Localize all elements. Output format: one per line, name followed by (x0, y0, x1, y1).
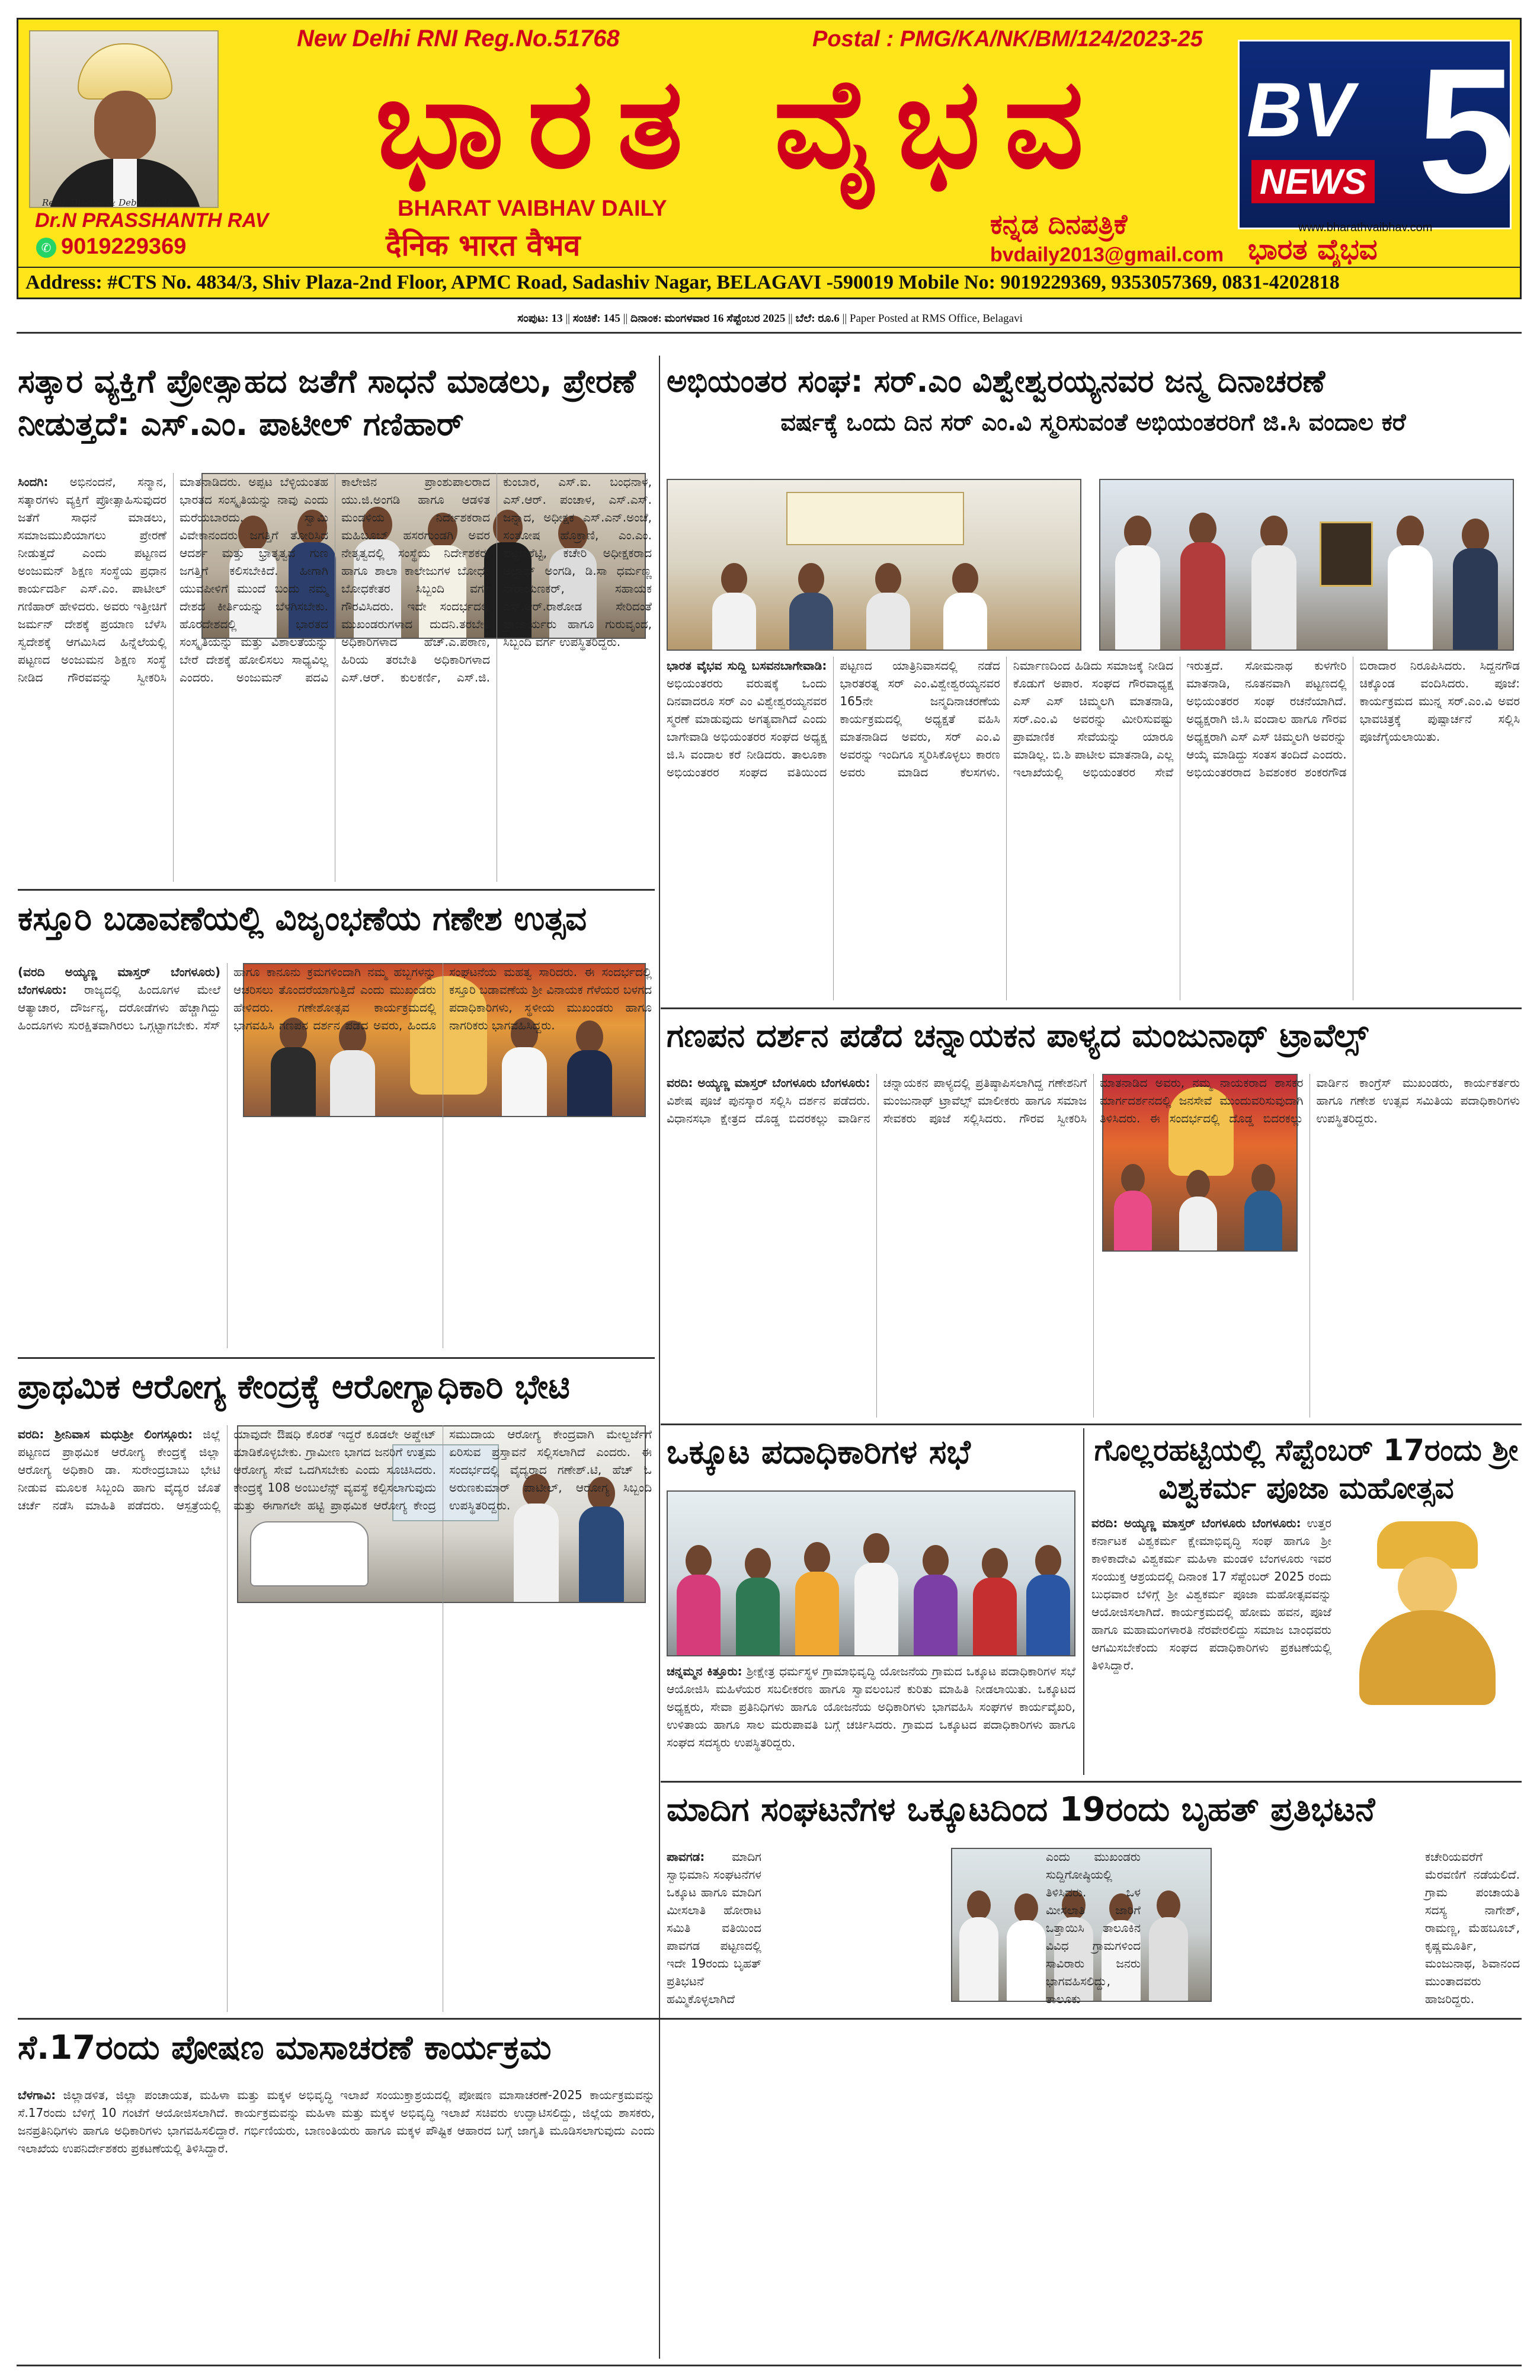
article-dateline: ಭಾರತ ವೈಭವ ಸುದ್ದಿ ಬಸವನಬಾಗೇವಾಡಿ: (667, 658, 827, 673)
article-text: ಉತ್ತರ ಕರ್ನಾಟಕ ವಿಶ್ವಕರ್ಮ ಕ್ಷೇಮಾಭಿವೃದ್ಧಿ ಸಂಘ ಹಾಗೂ ಶ್ರೀ ಕಾಳಿಕಾದೇವಿ ವಿಶ್ವಕರ್ಮ ಮಹಿಳಾ ಮಂಡಳಿ ಬೆಂಗಳೂರು ಇವರ ಸಂಯುಕ್ತ ಆಶ್ರಯದಲ್ಲಿ ದಿನಾಂಕ 17 ಸೆಪ್ಟೆಂಬರ್ 2025 ರಂದು ಬುಧವಾರ ಬೆಳಿಗ್ಗೆ ಶ್ರೀ ವಿಶ್ವಕರ್ಮ ಪೂಜಾ ಮಹೋತ್ಸವವನ್ನು ಆಯೋಜಿಸಲಾಗಿದೆ. ಕಾರ್ಯಕ್ರಮದಲ್ಲಿ ಹೋಮ ಹವನ, ಪೂಜೆ ಹಾಗೂ ಮಹಾಮಂಗಳಾರತಿ ನೆರವೇರಲಿದ್ದು ಸಮಾಜ ಬಾಂಧವರು ಆಗಮಿಸಬೇಕೆಂದು ಸಂಘದ ಪದಾಧಿಕಾರಿಗಳು ಪ್ರಕಟಣೆಯಲ್ಲಿ ತಿಳಿಸಿದ್ದಾರೆ. (1091, 1516, 1331, 1672)
issue-line: ಸಂಪುಟ: 13 || ಸಂಚಿಕೆ: 145 || ದಿನಾಂಕ: ಮಂಗಳವಾರ 16 ಸೆಪ್ಟೆಂಬರ 2025 || ಬೆಲೆ: ರೂ.6 || Paper Posted at RMS Office, Belagavi (517, 312, 1023, 325)
article-body (18, 2086, 655, 2359)
logo-news-text: NEWS (1251, 160, 1375, 203)
article-dateline: ವರದಿ: ಅಯ್ಯಣ್ಣ ಮಾಸ್ತರ್ ಬೆಂಗಳೂರು ಬೆಂಗಳೂರು: (1091, 1516, 1301, 1530)
article-health-center (18, 1366, 652, 2012)
article-engineers-day (667, 360, 1520, 1000)
article-body (667, 1848, 1520, 2011)
divider (661, 1007, 1522, 1009)
divider (661, 1781, 1522, 1783)
newspaper-title-english: BHARAT VAIBHAV DAILY (398, 196, 667, 221)
article-vishwakarma-puja (1091, 1431, 1521, 1775)
article-headline: ಪ್ರಾಥಮಿಕ ಆರೋಗ್ಯ ಕೇಂದ್ರಕ್ಕೆ ಆರೋಗ್ಯಾಧಿಕಾರಿ ಭೇಟಿ (18, 1368, 570, 1406)
article-headline: ಅಭಿಯಂತರ ಸಂಘ: ಸರ್.ಎಂ ವಿಶ್ವೇಶ್ವರಯ್ಯನವರ ಜನ್ಮ ದಿನಾಚರಣೆ (667, 364, 1326, 399)
divider (661, 1423, 1522, 1425)
article-headline: ಮಾದಿಗ ಸಂಘಟನೆಗಳ ಒಕ್ಕೂಟದಿಂದ 19ರಂದು ಬೃಹತ್ ಪ್ರತಿಭಟನೆ (667, 1790, 1375, 1829)
divider (1083, 1428, 1084, 1775)
divider (17, 2365, 1522, 2366)
article-body (667, 657, 1520, 1000)
divider (18, 889, 655, 891)
issue-number: ಸಂಚಿಕೆ: 145 (572, 312, 620, 325)
rni-number: New Delhi RNI Reg.No.51768 (297, 25, 620, 52)
postal-number: Postal : PMG/KA/NK/BM/124/2023-25 (812, 27, 1203, 52)
article-headline: ಸತ್ಕಾರ ವ್ಯಕ್ತಿಗೆ ಪ್ರೋತ್ಸಾಹದ ಜತೆಗೆ ಸಾಧನೆ ಮಾಡಲು, ಪ್ರೇರಣೆ ನೀಡುತ್ತದೆ: ಎಸ್.ಎಂ. ಪಾಟೀಲ್ ಗಣಿಹಾರ್ (18, 363, 636, 443)
contact-email: bvdaily2013@gmail.com (990, 244, 1224, 266)
article-dateline: ಬೆಳಗಾವಿ: (18, 2088, 56, 2102)
logo-bv-text: BV (1247, 66, 1354, 153)
owner-portrait (29, 30, 219, 208)
newspaper-title-hindi: दैनिक भारत वैभव (386, 228, 581, 263)
website-url: www.bharathvaibhav.com (1298, 221, 1433, 234)
article-text: ಅಭಿನಂದನೆ, ಸನ್ಮಾನ, ಸತ್ಕಾರಗಳು ವ್ಯಕ್ತಿಗೆ ಪ್ರೋತ್ಸಾಹಿಸುವುದರ ಜತೆಗೆ ಸಾಧನೆ ಮಾಡಲು, ಸಮಾಜಮುಖಿಯಾಗಲು ಪ್ರೇರಣೆ ನೀಡುತ್ತದೆ ಎಂದು ಪಟ್ಟಣದ ಅಂಜುಮನ್ ಶಿಕ್ಷಣ ಸಂಸ್ಥೆಯ ಪ್ರಧಾನ ಕಾರ್ಯದರ್ಶಿ ಎಸ್.ಎಂ. ಪಾಟೀಲ್ ಗಣಿಹಾರ್ ಹೇಳಿದರು. ಅವರು ಇತ್ತೀಚಿಗೆ ಜರ್ಮನ್ ದೇಶಕ್ಕೆ ಪ್ರಯಾಣ ಬೆಳೆಸಿ ಸ್ವದೇಶಕ್ಕೆ ಆಗಮಿಸಿದ ಹಿನ್ನೆಲೆಯಲ್ಲಿ ಪಟ್ಟಣದ ಅಂಜುಮನ ಶಿಕ್ಷಣ ಸಂಸ್ಥೆ ನೀಡಿದ ಗೌರವವನ್ನು ಸ್ವೀಕರಿಸಿ ಮಾತನಾಡಿದರು. ಅಪ್ಪಟ ಬೆಳ್ಳಿಯಂತಹ ಭಾರತದ ಸಂಸ್ಕೃತಿಯನ್ನು ನಾವು ಎಂದು ಮರೆಯಬಾರದು. ಸ್ವಾಮಿ ವಿವೇಕಾನಂದರು ಜಗತ್ತಿಗೆ ತೋರಿಸಿದ ಆದರ್ಶ ಮತ್ತು ಭ್ರಾತೃತ್ವದ ಗುಣ ಜಗತ್ತಿಗೆ ಕಲಿಸಬೇಕಿದೆ. ಹೀಗಾಗಿ ಯುವಪೀಳಿಗೆ ಮುಂದೆ ಬಂದು ನಮ್ಮ ದೇಶದ ಕೀರ್ತಿಯನ್ನು ಬೆಳಗಿಸಬೇಕು. ಹೊರದೇಶದಲ್ಲಿ ಭಾರತದ ಸಂಸ್ಕೃತಿಯನ್ನು ಮತ್ತು ವಿಶಾಲತೆಯನ್ನು ಬೇರೆ ದೇಶಕ್ಕೆ ಹೋಲಿಸಲು ಸಾಧ್ಯವಿಲ್ಲ ಎಂದರು. ಅಂಜುಮನ್ ಪದವಿ ಕಾಲೇಜಿನ ಪ್ರಾಂಶುಪಾಲರಾದ ಯು.ಜಿ.ಅಂಗಡಿ ಹಾಗೂ ಆಡಳಿತ ಮಂಡಳಿಯ ನಿರ್ದೇಶಕರಾದ ಮಹಿಬೂಬ್ ಹಸರಗುಂಡಗಿ ಅವರ ನೇತೃತ್ವದಲ್ಲಿ ಸಂಸ್ಥೆಯ ನಿರ್ದೇಶಕರು ಹಾಗೂ ಶಾಲಾ ಕಾಲೇಜುಗಳ ಬೋಧಕ ಬೋಧಕೇತರ ಸಿಬ್ಬಂದಿ ವರ್ಗ ಗೌರವಿಸಿದರು. ಇದೇ ಸಂದರ್ಭದಲ್ಲಿ ಮುಖಂಡರುಗಳಾದ ದುದನಿ.ತರಬೇತಿ ಅಧಿಕಾರಿಗಳಾದ ಹೆಚ್.ಎ.ಪಠಾಣ, ಹಿರಿಯ ತರಬೇತಿ ಅಧಿಕಾರಿಗಳಾದ ಎಸ್.ಆರ್. ಕುಲಕರ್ಣಿ, ಎಸ್.ಜಿ. ಕುಂಬಾರ, ಎಸ್.ಐ. ಬಂಧನಾಳ, ಎಸ್.ಆರ್. ಪಂಚಾಳ, ಎಸ್.ಎಸ್. ಜನ್ನಾದ, ಅಧೀಕ್ಷಕ ಎಸ್.ಎನ್.ಅಂಚೆ, ಸಂತೋಷ ಹೊಕ್ರಾಣಿ, ಎಂ.ಎಂ. ಪಟ್ಟಣಶೆಟ್ಟಿ, ಕಚೇರಿ ಅಧೀಕ್ಷಕರಾದ ಅಲ್ತಾಫ್ ಅಂಗಡಿ, ಡಿ.ಸಾ ಧರ್ಮಣ್ಣ ನಾರಾಯಣಕರ್, ಸಹಾಯಕ ಎಸ್.ಆರ್.ರಾಠೋಡ ಸೇರಿದಂತೆ ಪ್ರಾಚಾರ್ಯರು ಹಾಗೂ ಗುರುವೃಂದ, ಸಿಬ್ಬಂದಿ ವರ್ಗ ಉಪಸ್ಥಿತರಿದ್ದರು. (18, 475, 652, 684)
article-body (667, 1074, 1520, 1418)
article-gunihar (18, 360, 652, 882)
portrait-caption: Read, Discuss & Debate with (42, 197, 174, 208)
article-text: ಶ್ರೀಕ್ಷೇತ್ರ ಧರ್ಮಸ್ಥಳ ಗ್ರಾಮಾಭಿವೃದ್ಧಿ ಯೋಜನೆಯ ಗ್ರಾಮದ ಒಕ್ಕೂಟ ಪದಾಧಿಕಾರಿಗಳ ಸಭೆ ಆಯೋಜಿಸಿ ಮಹಿಳೆಯರ ಸಬಲೀಕರಣ ಹಾಗೂ ಸ್ವಾವಲಂಬನೆ ಕುರಿತು ಮಾಹಿತಿ ನೀಡಲಾಯಿತು. ಒಕ್ಕೂಟದ ಅಧ್ಯಕ್ಷರು, ಸೇವಾ ಪ್ರತಿನಿಧಿಗಳು ಹಾಗೂ ಯೋಜನೆಯ ಅಧಿಕಾರಿಗಳು ಭಾಗವಹಿಸಿ ಸಂಘಗಳ ಕಾರ್ಯವೈಖರಿ, ಉಳಿತಾಯ ಹಾಗೂ ಸಾಲ ಮರುಪಾವತಿ ಬಗ್ಗೆ ಚರ್ಚಿಸಿದರು. ಗ್ರಾಮದ ಒಕ್ಕೂಟದ ಪದಾಧಿಕಾರಿಗಳು ಹಾಗೂ ಸಂಘದ ಸದಸ್ಯರು ಉಪಸ್ಥಿತರಿದ್ದರು. (667, 1664, 1075, 1749)
article-headline: ಒಕ್ಕೂಟ ಪದಾಧಿಕಾರಿಗಳ ಸಭೆ (667, 1433, 971, 1471)
article-dateline: ಸಿಂದಗಿ: (18, 475, 49, 489)
issue-date: ದಿನಾಂಕ: ಮಂಗಳವಾರ 16 ಸೆಪ್ಟೆಂಬರ 2025 (630, 312, 786, 325)
logo-kannada-text: ಭಾರತ ವೈಭವ (1248, 233, 1378, 266)
article-headline: ಗೊಲ್ಲರಹಟ್ಟಿಯಲ್ಲಿ ಸೆಪ್ಟೆಂಬರ್ 17ರಂದು ಶ್ರೀ ವಿಶ್ವಕರ್ಮ ಪೂಜಾ ಮಹೋತ್ಸವ (1094, 1433, 1519, 1505)
face-shape (94, 91, 156, 162)
article-madiga-protest (667, 1789, 1520, 2011)
article-headline: ಸೆ.17ರಂದು ಪೋಷಣ ಮಾಸಾಚರಣೆ ಕಾರ್ಯಕ್ರಮ (18, 2029, 552, 2067)
whatsapp-icon: ✆ (36, 238, 56, 258)
article-text: ಜಿಲ್ಲೆ ಪಟ್ಟಣದ ಪ್ರಾಥಮಿಕ ಆರೋಗ್ಯ ಕೇಂದ್ರಕ್ಕೆ ಜಿಲ್ಲಾ ಆರೋಗ್ಯ ಅಧಿಕಾರಿ ಡಾ. ಸುರೇಂದ್ರಬಾಬು ಭೇಟಿ ನೀಡುವ ಮೂಲಕ ಸಿಬ್ಬಂದಿ ಹಾಗು ವೈದ್ಯರ ಜೊತೆ ಚರ್ಚೆ ನಡೆಸಿ ಮಾಹಿತಿ ಪಡೆದರು. ಆಸ್ಪತ್ರೆಯಲ್ಲಿ ಯಾವುದೇ ಔಷಧಿ ಕೊರತೆ ಇದ್ದರೆ ಕೂಡಲೇ ಅಪ್ಡೇಟ್ ಮಾಡಿಕೊಳ್ಳಬೇಕು. ಗ್ರಾಮೀಣ ಭಾಗದ ಜನರಿಗೆ ಉತ್ತಮ ಆರೋಗ್ಯ ಸೇವೆ ಒದಗಿಸಬೇಕು ಎಂದು ಸೂಚಿಸಿದರು. ಕೇಂದ್ರಕ್ಕೆ 108 ಅಂಬುಲೆನ್ಸ್ ವ್ಯವಸ್ಥೆ ಕಲ್ಪಿಸಲಾಗುವುದು ಮತ್ತು ಈಗಾಗಲೇ ಹಟ್ಟಿ ಪ್ರಾಥಮಿಕ ಆರೋಗ್ಯ ಕೇಂದ್ರ ಸಮುದಾಯ ಆರೋಗ್ಯ ಕೇಂದ್ರವಾಗಿ ಮೇಲ್ದರ್ಜೆಗೆ ಏರಿಸುವ ಪ್ರಸ್ತಾವನೆ ಸಲ್ಲಿಸಲಾಗಿದೆ ಎಂದರು. ಈ ಸಂದರ್ಭದಲ್ಲಿ ವೈದ್ಯರಾದ ಗಣೇಶ್.ಟಿ, ಹೆಚ್ ಓ ಅರುಣಕುಮಾರ್ ಪಾಟೀಲ್, ಆರೋಗ್ಯ ಸಿಬ್ಬಂದಿ ಉಪಸ್ಥಿತರಿದ್ದರು. (18, 1427, 652, 1512)
article-body (667, 1662, 1075, 1775)
owner-name: Dr.N PRASSHANTH RAV (35, 209, 269, 232)
article-text: ರಾಜ್ಯದಲ್ಲಿ ಹಿಂದೂಗಳ ಮೇಲೆ ಆತ್ಯಾಚಾರ, ದೌರ್ಜನ್ಯ, ದರೋಡೆಗಳು ಹೆಚ್ಚಾಗಿದ್ದು ಹಿಂದೂಗಳು ಸುರಕ್ಷಿತವಾಗಿರಲು ಒಗ್ಗಟ್ಟಾಗಬೇಕು. ಸೆಸ್ ಹಾಗೂ ಕಾನೂನು ಕ್ರಮಗಳಿಂದಾಗಿ ನಮ್ಮ ಹಬ್ಬಗಳನ್ನು ಆಚರಿಸಲು ತೊಂದರೆಯಾಗುತ್ತಿದೆ ಎಂದು ಮುಖಂಡರು ಹೇಳಿದರು. ಗಣೇಶೋತ್ಸವ ಕಾರ್ಯಕ್ರಮದಲ್ಲಿ ಭಾಗವಹಿಸಿ ಗಣಪನ ದರ್ಶನ ಪಡೆದ ಅವರು, ಹಿಂದೂ ಸಂಘಟನೆಯ ಮಹತ್ವ ಸಾರಿದರು. ಈ ಸಂದರ್ಭದಲ್ಲಿ ಕಸ್ತೂರಿ ಬಡಾವಣೆಯ ಶ್ರೀ ವಿನಾಯಕ ಗೆಳೆಯರ ಬಳಗದ ಪದಾಧಿಕಾರಿಗಳು, ಸ್ಥಳೀಯ ಮುಖಂಡರು ಹಾಗೂ ನಾಗರಿಕರು ಭಾಗವಹಿಸಿದ್ದರು. (18, 965, 652, 1032)
divider (18, 2018, 1522, 2020)
tagline-kannada: ಕನ್ನಡ ದಿನಪತ್ರಿಕೆ (990, 208, 1128, 240)
logo-five-text: 5 (1417, 31, 1516, 230)
article-photo (667, 1490, 1075, 1656)
article-dateline: (ವರದಿ ಅಯ್ಯಣ್ಣ ಮಾಸ್ತರ್ ಬೆಂಗಳೂರು) ಬೆಂಗಳೂರು: (18, 965, 220, 997)
article-poshan-maasa (18, 2027, 655, 2359)
owner-phone: 9019229369 (61, 234, 187, 259)
article-dateline: ವರದಿ: ಶ್ರೀನಿವಾಸ ಮಧುಶ್ರೀ ಲಿಂಗಸ್ಗೂರು: (18, 1427, 193, 1441)
article-text: ವಿಶೇಷ ಪೂಜೆ ಪುನಸ್ಕಾರ ಸಲ್ಲಿಸಿ ದರ್ಶನ ಪಡೆದರು. ವಿಧಾನಸಭಾ ಕ್ಷೇತ್ರದ ದೊಡ್ಡ ಬಿದರಕಲ್ಲು ವಾರ್ಡಿನ ಚನ್ನಾಯಕನ ಪಾಳ್ಯದಲ್ಲಿ ಪ್ರತಿಷ್ಠಾಪಿಸಲಾಗಿದ್ದ ಗಣೇಶನಿಗೆ ಮಂಜುನಾಥ್ ಟ್ರಾವೆಲ್ಸ್ ಮಾಲೀಕರು ಹಾಗೂ ಸಮಾಜ ಸೇವಕರು ಪೂಜೆ ಸಲ್ಲಿಸಿದರು. ಗೌರವ ಸ್ವೀಕರಿಸಿ ಮಾತನಾಡಿದ ಅವರು, ನಮ್ಮ ನಾಯಕರಾದ ಶಾಸಕರ ಮಾರ್ಗದರ್ಶನದಲ್ಲಿ ಜನಸೇವೆ ಮುಂದುವರಿಸುವುದಾಗಿ ತಿಳಿಸಿದರು. ಈ ಸಂದರ್ಭದಲ್ಲಿ ದೊಡ್ಡ ಬಿದರಕಲ್ಲು ವಾರ್ಡಿನ ಕಾಂಗ್ರೆಸ್ ಮುಖಂಡರು, ಕಾರ್ಯಕರ್ತರು ಹಾಗೂ ಗಣೇಶ ಉತ್ಸವ ಸಮಿತಿಯ ಪದಾಧಿಕಾರಿಗಳು ಉಪಸ್ಥಿತರಿದ್ದರು. (667, 1076, 1520, 1125)
article-body (18, 963, 652, 1348)
article-photo (1099, 479, 1514, 651)
article-dateline: ಪಾವಗಡ: (667, 1850, 705, 1864)
divider (18, 1357, 655, 1359)
masthead (17, 18, 1522, 299)
article-text: ಮಾದಿಗ ಸ್ವಾಭಿಮಾನಿ ಸಂಘಟನೆಗಳ ಒಕ್ಕೂಟ ಹಾಗೂ ಮಾದಿಗ ಮೀಸಲಾತಿ ಹೋರಾಟ ಸಮಿತಿ ವತಿಯಿಂದ ಪಾವಗಡ ಪಟ್ಟಣದಲ್ಲಿ ಇದೇ 19ರಂದು ಬೃಹತ್ ಪ್ರತಿಭಟನೆ ಹಮ್ಮಿಕೊಳ್ಳಲಾಗಿದೆ ಎಂದು ಮುಖಂಡರು ಸುದ್ದಿಗೋಷ್ಠಿಯಲ್ಲಿ ತಿಳಿಸಿದರು. ಒಳ ಮೀಸಲಾತಿ ಜಾರಿಗೆ ಒತ್ತಾಯಿಸಿ ತಾಲೂಕಿನ ವಿವಿಧ ಗ್ರಾಮಗಳಿಂದ ಸಾವಿರಾರು ಜನರು ಭಾಗವಹಿಸಲಿದ್ದು, ತಾಲೂಕು ಕಚೇರಿಯವರೆಗೆ ಮೆರವಣಿಗೆ ನಡೆಯಲಿದೆ. ಗ್ರಾಮ ಪಂಚಾಯತಿ ಸದಸ್ಯ ನಾಗೇಶ್, ರಾಮಣ್ಣ, ಮೆಹಬೂಬ್, ಕೃಷ್ಣಮೂರ್ತಿ, ಮಂಜುನಾಥ, ಶಿವಾನಂದ ಮುಂತಾದವರು ಹಾಜರಿದ್ದರು. (667, 1850, 1520, 2006)
article-dateline: ಚನ್ನಮ್ಮನ ಕಿತ್ತೂರು: (667, 1664, 742, 1678)
issue-posted: Paper Posted at RMS Office, Belagavi (849, 312, 1023, 325)
article-subheadline: ವರ್ಷಕ್ಕೆ ಒಂದು ದಿನ ಸರ್ ಎಂ.ವಿ ಸ್ಮರಿಸುವಂತೆ ಅಭಿಯಂತರರಿಗೆ ಜಿ.ಸಿ ವಂದಾಲ ಕರೆ (780, 409, 1406, 436)
newspaper-title-kannada: ಭಾರತ ವೈಭವ (374, 50, 1108, 196)
article-headline: ಗಣಪನ ದರ್ಶನ ಪಡೆದ ಚನ್ನಾಯಕನ ಪಾಳ್ಯದ ಮಂಜುನಾಥ್ ಟ್ರಾವೆಲ್ಸ್ (667, 1017, 1368, 1054)
article-manjunath-travels (667, 1015, 1520, 1418)
article-headline: ಕಸ್ತೂರಿ ಬಡಾವಣೆಯಲ್ಲಿ ವಿಜೃಂಭಣೆಯ ಗಣೇಶ ಉತ್ಸವ (18, 900, 587, 938)
article-body (18, 473, 652, 882)
article-kasturi-ganesha (18, 898, 652, 1351)
article-text: ಅಭಿಯಂತರರು ವರುಷಕ್ಕೆ ಒಂದು ದಿನವಾದರೂ ಸರ್ ಎಂ ವಿಶ್ವೇಶ್ವರಯ್ಯನವರ ಸ್ಮರಣೆ ಮಾಡುವುದು ಅಗತ್ಯವಾಗಿದೆ ಎಂದು ಬಾಗೇವಾಡಿ ಅಭಿಯಂತರರ ಸಂಘದ ಅಧ್ಯಕ್ಷ ಜಿ.ಸಿ ವಂದಾಲ ಕರೆ ನೀಡಿದರು. ತಾಲೂಕಾ ಅಭಿಯಂತರರ ಸಂಘದ ವತಿಯಿಂದ ಪಟ್ಟಣದ ಯಾತ್ರಿನಿವಾಸದಲ್ಲಿ ನಡೆದ ಭಾರತರತ್ನ ಸರ್ ಎಂ.ವಿಶ್ವೇಶ್ವರಯ್ಯನವರ 165ನೇ ಜನ್ಮದಿನಾಚರಣೆಯ ಕಾರ್ಯಕ್ರಮದಲ್ಲಿ ಅಧ್ಯಕ್ಷತೆ ವಹಿಸಿ ಮಾತನಾಡಿದ ಅವರು, ಸರ್ ಎಂ.ವಿ ಅವರನ್ನು ಇಂದಿಗೂ ಸ್ಮರಿಸಿಕೊಳ್ಳಲು ಕಾರಣ ಅವರು ಮಾಡಿದ ಕೆಲಸಗಳು. ನಿರ್ಮಾಣದಿಂದ ಹಿಡಿದು ಸಮಾಜಕ್ಕೆ ನೀಡಿದ ಕೊಡುಗೆ ಅಪಾರ. ಸಂಘದ ಗೌರವಾಧ್ಯಕ್ಷ ಎಸ್ ಎಸ್ ಚಿಮ್ಮಲಗಿ ಮಾತನಾಡಿ, ಸರ್.ಎಂ.ವಿ ಅವರನ್ನು ಮೀರಿಸುವಷ್ಟು ಪ್ರಾಮಾಣಿಕ ಸೇವೆಯನ್ನು ಯಾರೂ ಮಾಡಿಲ್ಲ. ಬಿ.ಶಿ ಪಾಟೀಲ ಮಾತನಾಡಿ, ಎಲ್ಲ ಇಲಾಖೆಯಲ್ಲಿ ಅಭಿಯಂತರರ ಸೇವೆ ಇರುತ್ತದೆ. ಸೋಮನಾಥ ಕುಳಗೇರಿ ಮಾತನಾಡಿ, ನೂತನವಾಗಿ ಪಟ್ಟಣದಲ್ಲಿ ಅಭಿಯಂತರರ ಸಂಘ ರಚನೆಯಾಗಿದೆ. ಅಧ್ಯಕ್ಷರಾಗಿ ಜಿ.ಸಿ ವಂದಾಲ ಹಾಗೂ ಗೌರವ ಅಧ್ಯಕ್ಷರಾಗಿ ಎಸ್ ಎಸ್ ಚಿಮ್ಮಲಗಿ ಅವರನ್ನು ಆಯ್ಕೆ ಮಾಡಿದ್ದು ಸಂತಸ ತಂದಿದೆ ಎಂದರು. ಅಭಿಯಂತರರಾದ ಶಿವಶಂಕರ ಶಂಕರಗೌಡ ಬಿರಾದಾರ ನಿರೂಪಿಸಿದರು. ಸಿದ್ದನಗೌಡ ಚಿಕ್ಕೊಂಡ ವಂದಿಸಿದರು. ಪೂಜೆ: ಕಾರ್ಯಕ್ರಮದ ಮುನ್ನ ಸರ್.ಎಂ.ವಿ ಅವರ ಭಾವಚಿತ್ರಕ್ಕೆ ಪುಷ್ಪಾರ್ಚನೆ ಸಲ್ಲಿಸಿ ಪೂಜೆಗೈಯಲಾಯಿತು. (667, 658, 1520, 779)
article-body (18, 1425, 652, 2012)
divider (659, 356, 660, 2359)
issue-price: ಬೆಲೆ: ರೂ.6 (795, 312, 840, 325)
article-photo (667, 479, 1081, 651)
article-dateline: ವರದಿ: ಅಯ್ಯಣ್ಣ ಮಾಸ್ತರ್ ಬೆಂಗಳೂರು ಬೆಂಗಳೂರು: (667, 1076, 870, 1090)
article-body (1091, 1514, 1521, 1775)
article-text: ಜಿಲ್ಲಾಡಳಿತ, ಜಿಲ್ಲಾ ಪಂಚಾಯತ, ಮಹಿಳಾ ಮತ್ತು ಮಕ್ಕಳ ಅಭಿವೃದ್ಧಿ ಇಲಾಖೆ ಸಂಯುಕ್ತಾಶ್ರಯದಲ್ಲಿ ಪೋಷಣ ಮಾಸಾಚರಣೆ-2025 ಕಾರ್ಯಕ್ರಮವನ್ನು ಸೆ.17ರಂದು ಬೆಳಿಗ್ಗೆ 10 ಗಂಟೆಗೆ ಆಯೋಜಿಸಲಾಗಿದೆ. ಕಾರ್ಯಕ್ರಮವನ್ನು ಮಹಿಳಾ ಮತ್ತು ಮಕ್ಕಳ ಅಭಿವೃದ್ಧಿ ಇಲಾಖೆ ಸಚಿವರು ಉದ್ಘಾಟಿಸಲಿದ್ದು, ಜಿಲ್ಲೆಯ ಶಾಸಕರು, ಜನಪ್ರತಿನಿಧಿಗಳು ಹಾಗೂ ಅಧಿಕಾರಿಗಳು ಭಾಗವಹಿಸಲಿದ್ದಾರೆ. ಗರ್ಭಿಣಿಯರು, ಬಾಣಂತಿಯರು ಹಾಗೂ ಮಕ್ಕಳ ಪೌಷ್ಟಿಕ ಆಹಾರದ ಬಗ್ಗೆ ಜಾಗೃತಿ ಮೂಡಿಸಲಾಗುವುದು ಎಂದು ಇಲಾಖೆಯ ಉಪನಿರ್ದೇಶಕರು ಪ್ರಕಟಣೆಯಲ್ಲಿ ತಿಳಿಸಿದ್ದಾರೆ. (18, 2088, 655, 2155)
article-okkoota-meeting (667, 1431, 1075, 1775)
bv5-news-logo (1238, 31, 1516, 230)
address-bar: Address: #CTS No. 4834/3, Shiv Plaza-2nd Floor, APMC Road, Sadashiv Nagar, BELAGAVI -590019 Mobile No: 9019229369, 9353057369, 0831-4202818 (17, 267, 1522, 299)
issue-volume: ಸಂಪುಟ: 13 (517, 312, 563, 325)
divider (17, 332, 1522, 334)
